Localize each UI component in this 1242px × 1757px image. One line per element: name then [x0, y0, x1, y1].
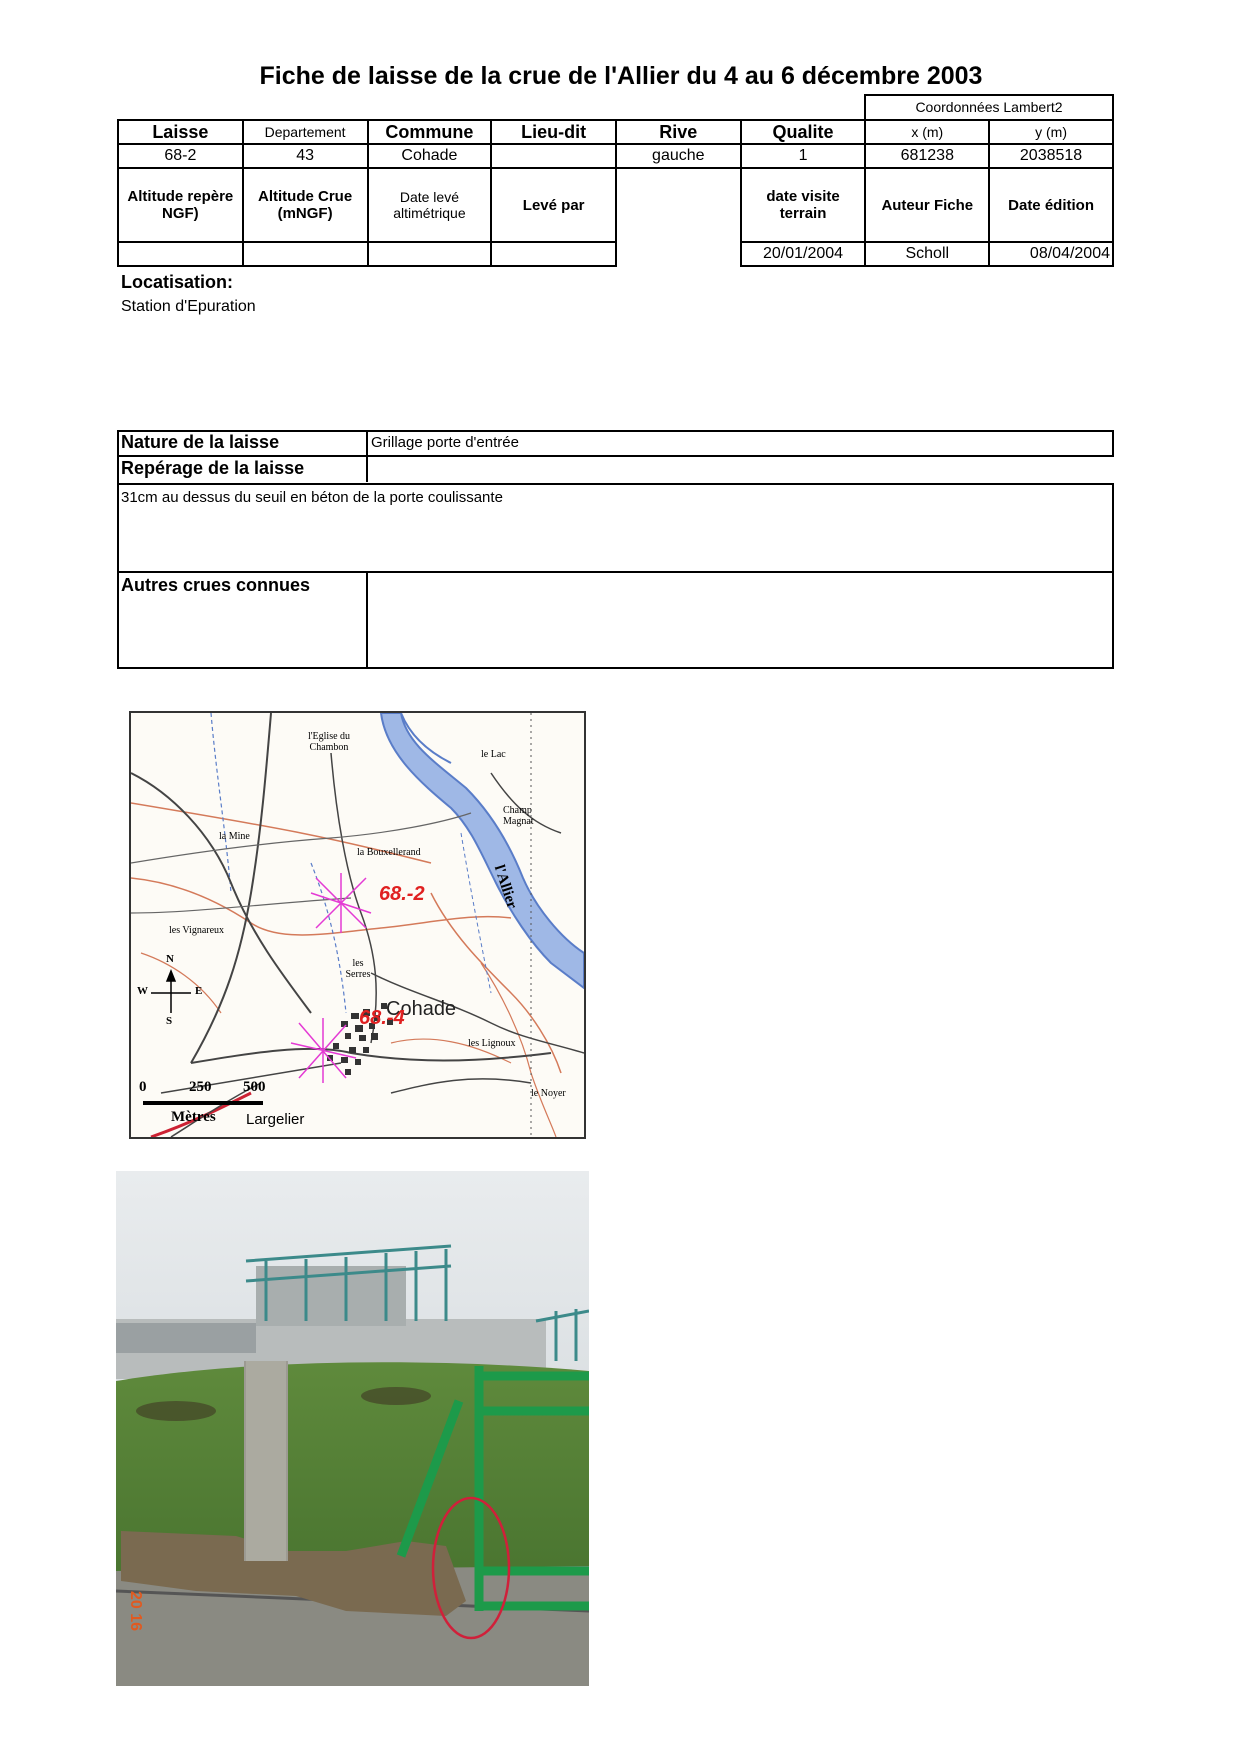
reperage-label: Repérage de la laisse — [121, 458, 305, 478]
map-label-bouxellerand: la Bouxellerand — [357, 847, 421, 858]
rive-value: gauche — [616, 144, 741, 168]
map-label-mine: la Mine — [219, 831, 250, 842]
location-map — [129, 711, 586, 1139]
date-edition-header: Date édition — [989, 168, 1113, 242]
altitude-ngf-header: Altitude repère NGF) — [118, 168, 243, 242]
scale-bar — [143, 1101, 263, 1105]
gap-cell — [616, 242, 741, 266]
marker-68-2 — [311, 873, 371, 933]
laisse-value: 68-2 — [118, 144, 243, 168]
date-visite-header: date visite terrain — [741, 168, 866, 242]
departement-header: Departement — [243, 120, 368, 144]
localisation-value: Station d'Epuration — [121, 298, 256, 315]
commune-header: Commune — [368, 120, 492, 144]
map-label-champ: Champ Magnat — [503, 805, 534, 827]
photo-date-stamp: 20 16 — [127, 1591, 144, 1632]
altitude-ngf-value — [118, 242, 243, 266]
qualite-header: Qualite — [741, 120, 866, 144]
map-label-eglise: l'Eglise du Chambon — [307, 731, 351, 753]
map-label-noyer: le Noyer — [531, 1088, 566, 1099]
lieudit-header: Lieu-dit — [491, 120, 616, 144]
map-label-lac: le Lac — [481, 749, 506, 760]
coords-header: Coordonnées Lambert2 — [915, 99, 1063, 115]
lieudit-value — [491, 144, 616, 168]
x-header: x (m) — [865, 120, 989, 144]
site-photo — [116, 1171, 589, 1686]
map-label-vignareux: les Vignareux — [169, 925, 225, 936]
qualite-value: 1 — [741, 144, 866, 168]
leve-par-value — [491, 242, 616, 266]
reperage-value: 31cm au dessus du seuil en béton de la porte coulissante — [121, 489, 503, 506]
nature-divider — [366, 430, 368, 482]
auteur-value: Scholl — [865, 242, 989, 266]
map-label-serres: les Serres — [345, 958, 371, 980]
date-visite-value: 20/01/2004 — [741, 242, 866, 266]
reperage-left-border — [117, 455, 119, 483]
compass-s: S — [166, 1015, 173, 1027]
compass-icon — [151, 971, 191, 1013]
scale-label-metres: Mètres — [171, 1109, 216, 1125]
laisse-header: Laisse — [118, 120, 243, 144]
scale-label-0: 0 — [139, 1079, 147, 1095]
nature-label: Nature de la laisse — [121, 432, 280, 452]
compass-n: N — [166, 953, 174, 965]
page-title: Fiche de laisse de la crue de l'Allier du 4 au 6 décembre 2003 — [259, 62, 983, 90]
x-value: 681238 — [865, 144, 989, 168]
header-table — [117, 119, 1114, 267]
autres-label: Autres crues connues — [121, 575, 311, 595]
y-value: 2038518 — [989, 144, 1113, 168]
date-leve-header: Date levé altimétrique — [368, 168, 492, 242]
date-edition-value: 08/04/2004 — [989, 242, 1113, 266]
y-header: y (m) — [989, 120, 1113, 144]
scale-label-500: 500 — [243, 1079, 266, 1095]
empty-cell — [616, 168, 741, 242]
date-leve-value — [368, 242, 492, 266]
map-label-cohade: Cohade — [386, 998, 457, 1020]
compass-e: E — [195, 985, 203, 997]
compass-w: W — [137, 985, 148, 997]
auteur-header: Auteur Fiche — [865, 168, 989, 242]
map-mark-68-2: 68.-2 — [379, 883, 425, 905]
altitude-crue-header: Altitude Crue (mNGF) — [243, 168, 368, 242]
photo-drawing — [116, 1171, 589, 1686]
rive-header: Rive — [616, 120, 741, 144]
scale-label-250: 250 — [189, 1079, 212, 1095]
map-mark-68-4: 68.-4 — [359, 1007, 405, 1029]
autres-divider — [366, 571, 368, 669]
altitude-crue-value — [243, 242, 368, 266]
nature-value: Grillage porte d'entrée — [371, 434, 519, 451]
leve-par-header: Levé par — [491, 168, 616, 242]
localisation-label: Locatisation: — [121, 272, 234, 292]
map-label-allier: l'Allier — [490, 863, 520, 911]
commune-value: Cohade — [368, 144, 492, 168]
map-label-largelier: Largelier — [246, 1111, 305, 1128]
departement-value: 43 — [243, 144, 368, 168]
map-label-lignoux: les Lignoux — [468, 1038, 516, 1049]
